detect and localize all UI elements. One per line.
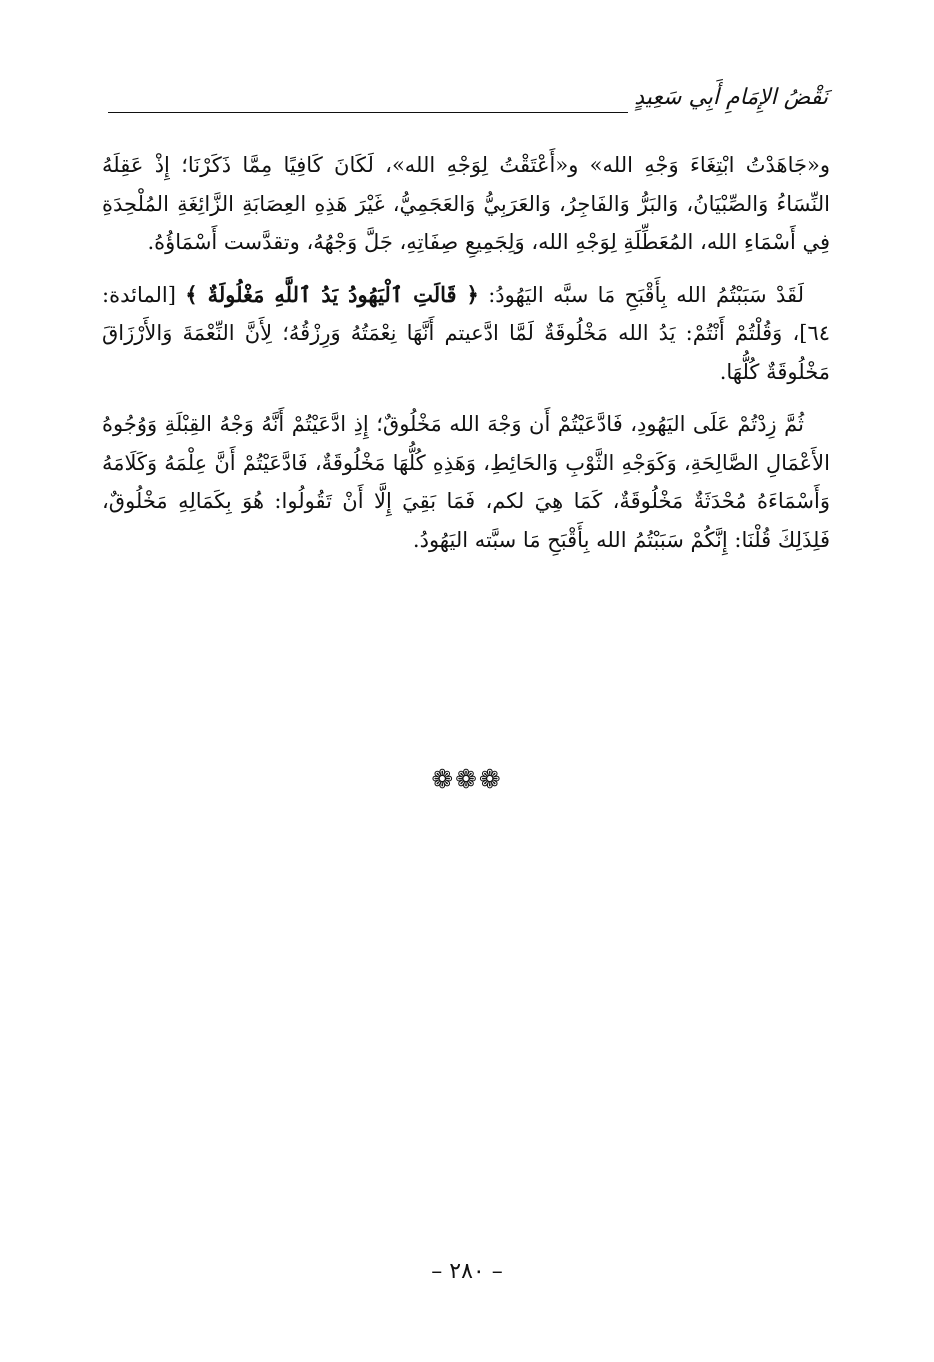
paragraph-2-intro: لَقَدْ سَبَبْتُمُ الله بِأَقْبَحِ مَا سبَّه اليَهُودُ:	[478, 282, 804, 307]
section-ornament-icon: ❁❁❁	[431, 765, 503, 795]
header-rule	[108, 112, 628, 113]
quran-verse: ﴿ قَالَتِ ٱلْيَهُودُ يَدُ ٱللَّهِ مَغْلُولَةٌ ﴾	[185, 281, 479, 307]
paragraph-3: ثُمَّ زِدْتُمْ عَلَى اليَهُودِ، فَادَّعَيْتُمْ أَن وَجْهَ الله مَخْلُوقٌ؛ إِذِ ادَّعَيْتُمْ أَنَّهُ وَجْهُ القِبْلَةِ وَوُجُوهُ الأَعْمَالِ الصَّالِحَةِ، وَكَوَجْهِ الثَّوْبِ وَالحَائِطِ، وَهَذِهِ كُلُّهَا مَخْلُوقَةٌ، فَادَّعَيْتُمْ أَنَّ عِلْمَهُ وَكَلَامَهُ وَأَسْمَاءَهُ مُحْدَثَةٌ مَخْلُوقَةٌ، كَمَا هِيَ لكم، فَمَا بَقِيَ إِلَّا أَنْ تَقُولُوا: هُوَ بِكَمَالِهِ مَخْلُوقٌ، فَلِذَلِكَ قُلْنَا: إِنَّكُمْ سَبَبْتُمُ الله بِأَقْبَحِ مَا سبَّته اليَهُودُ.	[102, 412, 830, 552]
paragraph-1: و«جَاهَدْتُ ابْتِغَاءَ وَجْهِ الله» و«أَعْتَقْتُ لِوَجْهِ الله»، لَكَانَ كَافِيًا مِمَّا ذَكَرْنَا؛ إِذْ عَقِلَهُ النِّسَاءُ وَالصِّبْيَانُ، وَالبَرُّ وَالفَاجِرُ، وَالعَرَبِيُّ وَالعَجَمِيُّ، غَيْرَ هَذِهِ العِصَابَةِ الزَّائِغَةِ المُلْحِدَةِ فِي أَسْمَاءِ الله، المُعَطِّلَةِ لِوَجْهِ الله، وَلِجَمِيعِ صِفَاتِهِ، جَلَّ وَجْهُهُ، وتقدَّست أَسْمَاؤُهُ.	[102, 153, 830, 254]
header-title: نَقْضُ الإِمَامِ أَبِي سَعِيدٍ	[634, 85, 828, 110]
paragraph-2	[102, 276, 830, 392]
paragraph-2-rest: [المائدة: ٦٤]، وَقُلْتُمْ أَنْتُمْ: يَدُ الله مَخْلُوقَةٌ لَمَّا ادَّعيتم أَنَّهَا نِعْمَتُهُ وَرِزْقُهُ؛ لِأَنَّ النِّعْمَةَ وَالأَرْزَاقَ مَخْلُوقَةٌ كُلُّهَا.	[102, 282, 830, 384]
running-header	[108, 78, 828, 128]
body-text	[102, 146, 830, 573]
page-number: – ٢٨٠ –	[431, 1259, 503, 1284]
